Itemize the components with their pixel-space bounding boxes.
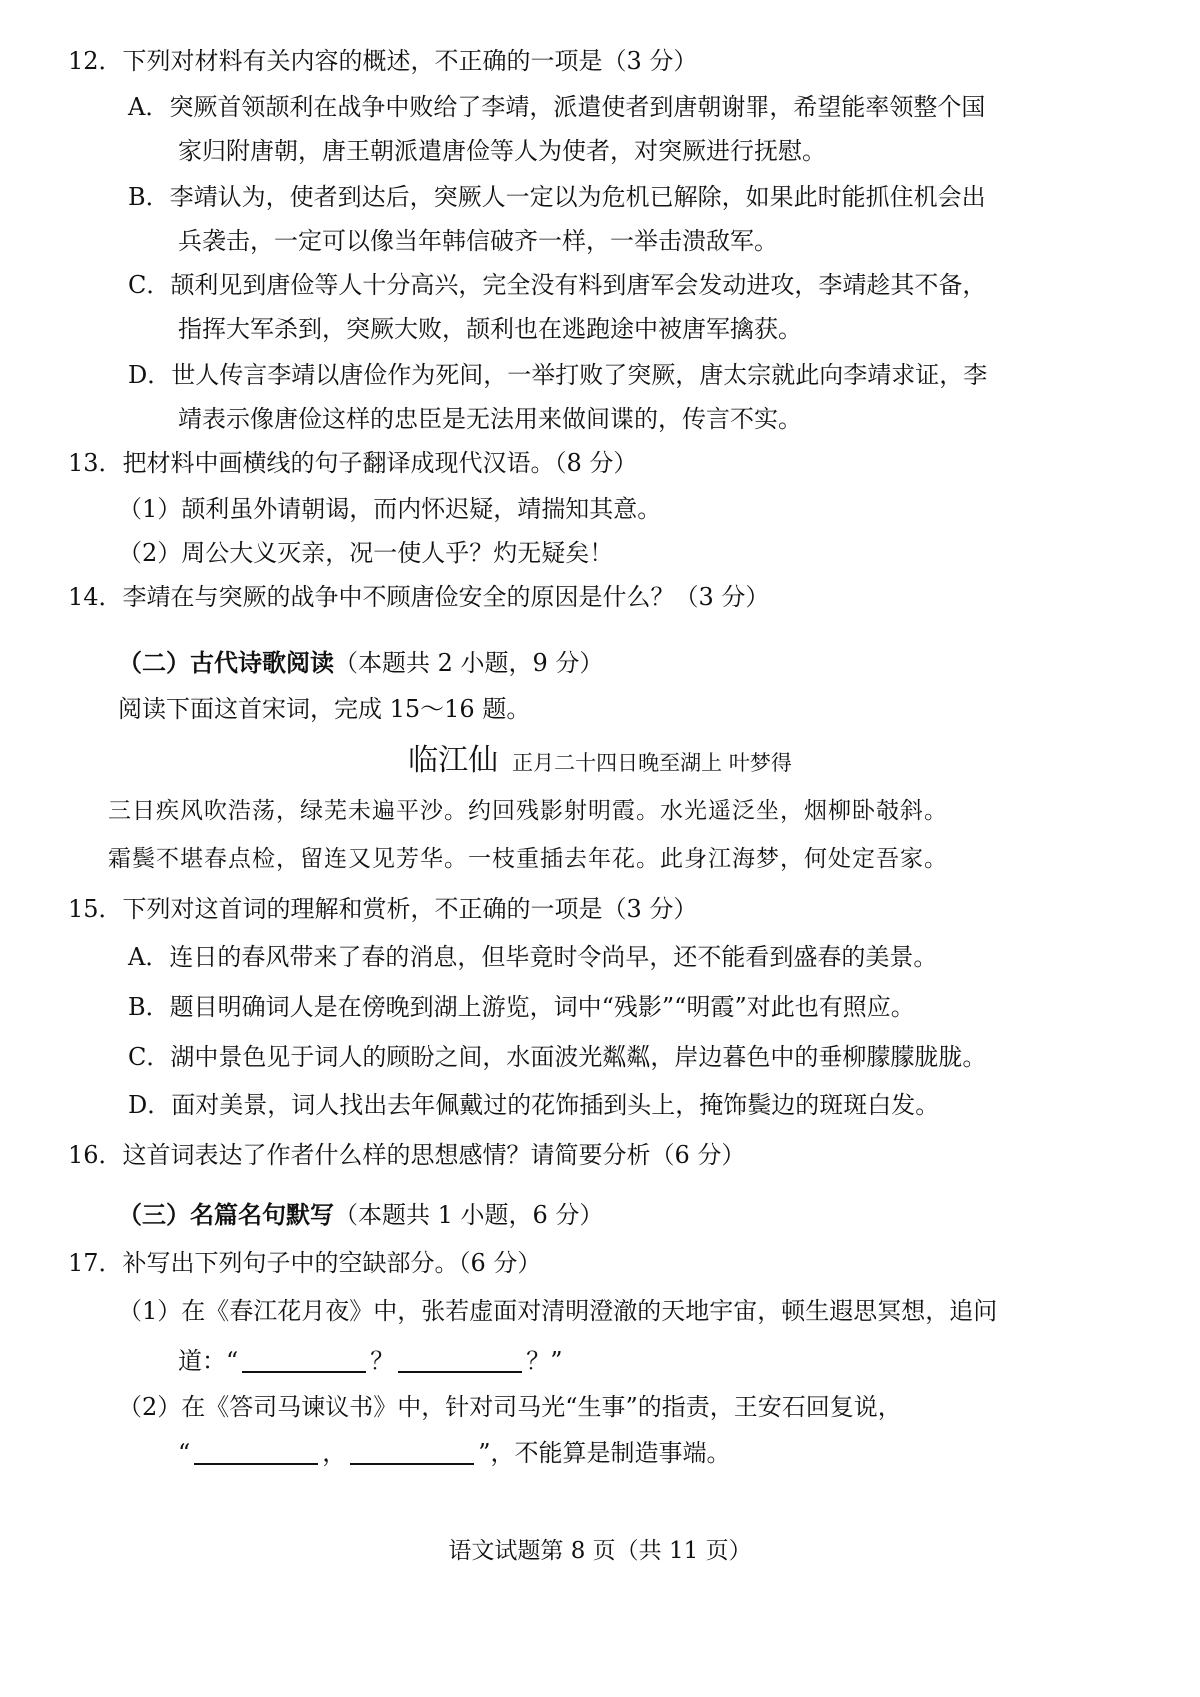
section-3-title: （三）名篇名句默写: [118, 1200, 334, 1229]
q15-option-c: C．湖中景色见于词人的顾盼之间，水面波光粼粼，岸边暮色中的垂柳朦朦胧胧。: [128, 1043, 987, 1071]
q12-option-a-line1: A．突厥首领颉利在战争中败给了李靖，派遣使者到唐朝谢罪，希望能率领整个国: [128, 93, 986, 121]
q13-stem: 13．把材料中画横线的句子翻译成现代汉语。（8 分）: [68, 449, 638, 477]
section-2-heading: [118, 646, 603, 680]
poem-line-1: 三日疾风吹浩荡，绿芜未遍平沙。约回残影射明霞。水光遥泛坐，烟柳卧攲斜。: [108, 798, 948, 824]
q15-option-b: B．题目明确词人是在傍晚到湖上游览，词中“残影”“明霞”对此也有照应。: [128, 993, 915, 1021]
q12-option-b-line1: B．李靖认为，使者到达后，突厥人一定以为危机已解除，如果此时能抓住机会出: [128, 183, 986, 211]
answer-blank[interactable]: [242, 1347, 366, 1373]
section-3-heading: [118, 1198, 603, 1232]
q17-item-2-line1: （2）在《答司马谏议书》中，针对司马光“生事”的指责，王安石回复说，: [118, 1393, 902, 1421]
section-3-note: （本题共 1 小题，6 分）: [334, 1201, 604, 1229]
q15-option-a: A．连日的春风带来了春的消息，但毕竟时令尚早，还不能看到盛春的美景。: [128, 943, 938, 971]
section-2-title: （二）古代诗歌阅读: [118, 648, 334, 677]
q12-stem: 12．下列对材料有关内容的概述，不正确的一项是（3 分）: [68, 47, 698, 75]
answer-blank[interactable]: [350, 1439, 474, 1465]
q17-item-2-line2: [178, 1436, 731, 1470]
poem-title-line: [0, 744, 1200, 780]
q12-option-c-line1: C．颉利见到唐俭等人十分高兴，完全没有料到唐军会发动进攻，李靖趁其不备，: [128, 271, 987, 299]
q17-item-2-prefix: “: [178, 1439, 191, 1467]
poem-line-2: 霜鬓不堪春点检，留连又见芳华。一枝重插去年花。此身江海梦，何处定吾家。: [108, 846, 948, 872]
q14-stem: 14．李靖在与突厥的战争中不顾唐俭安全的原因是什么？（3 分）: [68, 583, 770, 611]
q13-sentence-2: （2）周公大义灭亲，况一使人乎？灼无疑矣！: [118, 539, 614, 567]
q17-item-1-line1: （1）在《春江花月夜》中，张若虚面对清明澄澈的天地宇宙，顿生遐思冥想，追问: [118, 1297, 998, 1325]
q12-option-c-line2: 指挥大军杀到，突厥大败，颉利也在逃跑途中被唐军擒获。: [178, 315, 802, 343]
q17-item-1-prefix: 道：“: [178, 1347, 239, 1375]
q15-option-d: D．面对美景，词人找出去年佩戴过的花饰插到头上，掩饰鬓边的斑斑白发。: [128, 1091, 940, 1119]
answer-blank[interactable]: [398, 1347, 522, 1373]
q12-option-d-line1: D．世人传言李靖以唐俭作为死间，一举打败了突厥，唐太宗就此向李靖求证，李: [128, 361, 988, 389]
answer-blank[interactable]: [194, 1439, 318, 1465]
q17-item-1-line2: [178, 1344, 563, 1378]
q12-option-b-line2: 兵袭击，一定可以像当年韩信破齐一样，一举击溃敌军。: [178, 227, 778, 255]
q17-stem: 17．补写出下列句子中的空缺部分。（6 分）: [68, 1249, 542, 1277]
poem-subtitle: 正月二十四日晚至湖上 叶梦得: [512, 751, 792, 775]
section-2-intro: 阅读下面这首宋词，完成 15～16 题。: [118, 695, 531, 723]
q17-item-2-mid: ，: [322, 1439, 347, 1467]
page-footer: 语文试题第 8 页（共 11 页）: [448, 1538, 752, 1564]
q12-option-a-line2: 家归附唐朝，唐王朝派遣唐俭等人为使者，对突厥进行抚慰。: [178, 137, 826, 165]
section-2-note: （本题共 2 小题，9 分）: [334, 649, 604, 677]
q12-option-d-line2: 靖表示像唐俭这样的忠臣是无法用来做间谍的，传言不实。: [178, 405, 802, 433]
q17-item-2-suffix: ”，不能算是制造事端。: [478, 1439, 731, 1467]
q13-sentence-1: （1）颉利虽外请朝谒，而内怀迟疑，靖揣知其意。: [118, 495, 662, 523]
poem-title: 临江仙: [408, 743, 499, 778]
q15-stem: 15．下列对这首词的理解和赏析，不正确的一项是（3 分）: [68, 895, 698, 923]
q17-item-1-suffix: ？”: [526, 1347, 563, 1375]
q17-item-1-mid: ？: [370, 1347, 395, 1375]
q16-stem: 16．这首词表达了作者什么样的思想感情？请简要分析（6 分）: [68, 1141, 746, 1169]
